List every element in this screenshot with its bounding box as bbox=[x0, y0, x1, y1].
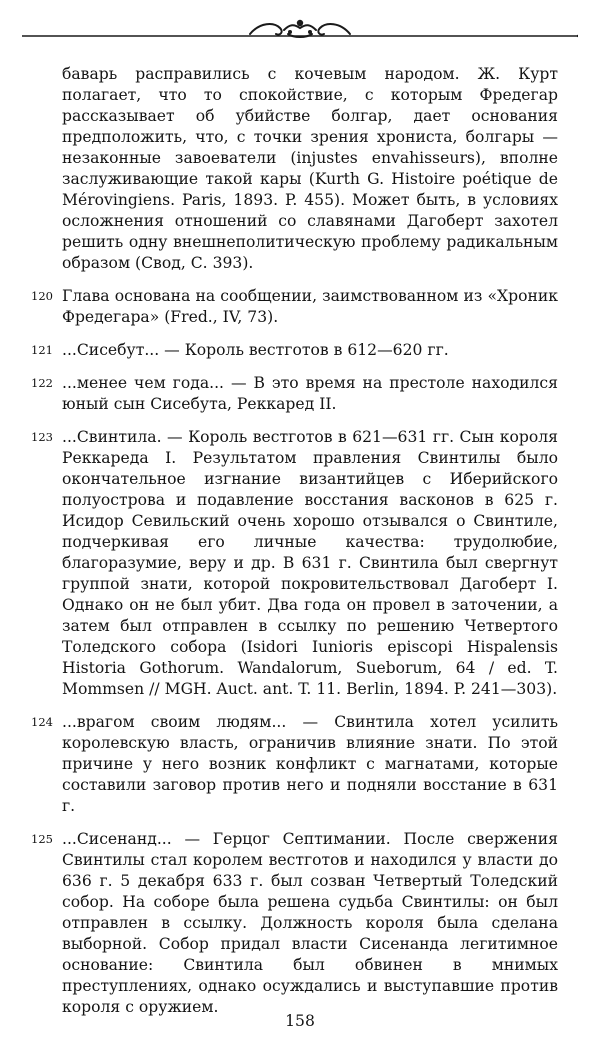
page-number: 158 bbox=[285, 1012, 315, 1030]
footnote-number: 120 bbox=[31, 289, 53, 303]
footnotes-body bbox=[31, 64, 558, 1030]
footnote-120 bbox=[31, 286, 558, 328]
footnote-number: 122 bbox=[31, 376, 53, 390]
continued-note-text: баварь расправились с кочевым народом. Ж. Курт полагает, что то спокойствие, с которым Фредегар рассказывает об убийстве болгар, дает основания предположить, что, с точки зрения хрониста, болгары — незаконные завоеватели (injustes envahisseurs), вполне заслуживающие такой кары (Kurth G. Histoire poétique de Mérovingiens. Paris, 1893. P. 455). Может быть, в условиях осложнения отношений со славянами Дагоберт захотел решить одну внешнеполитическую проблему радикальным образом (Свод, С. 393). bbox=[62, 65, 558, 272]
footnote-124 bbox=[31, 712, 558, 817]
footnote-text: Глава основана на сообщении, заимствованном из «Хроник Фредегара» (Fred., IV, 73). bbox=[62, 287, 558, 326]
footnote-text: ...врагом своим людям... — Свинтила хотел усилить королевскую власть, ограничив влияние знати. По этой причине у него возник конфликт с магнатами, которые составили заговор против него и подняли восстание в 631 г. bbox=[62, 713, 558, 815]
footnote-125 bbox=[31, 829, 558, 1018]
footnote-number: 123 bbox=[31, 430, 53, 444]
footnote-text: ...Свинтила. — Король вестготов в 621—631 гг. Сын короля Реккареда I. Результатом правления Свинтилы было окончательное изгнание византийцев с Иберийского полуострова и подавление восстания васконов в 625 г. Исидор Севильский очень хорошо отзывался о Свинтиле, подчеркивая его личные качества: трудолюбие, благоразумие, веру и др. В 631 г. Свинтила был свергнут группой знати, которой покровительствовал Дагоберт I. Однако он не был убит. Два года он провел в заточении, а затем был отправлен в ссылку по решению Четвертого Толедского собора (Isidori Iunioris episcopi Hispalensis Historia Gothorum. Wandalorum, Sueborum, 64 / ed. T. Mommsen // MGH. Auct. ant. T. 11. Berlin, 1894. P. 241—303). bbox=[62, 428, 558, 698]
footnote-number: 124 bbox=[31, 715, 53, 729]
footnote-number: 125 bbox=[31, 832, 53, 846]
footnote-123 bbox=[31, 427, 558, 700]
header-ornament-rule bbox=[22, 14, 578, 44]
footnote-text: ...менее чем года... — В это время на престоле находился юный сын Сисебута, Реккаред II. bbox=[62, 374, 558, 413]
footnote-text: ...Сисенанд... — Герцог Септимании. После свержения Свинтилы стал королем вестготов и находился у власти до 636 г. 5 декабря 633 г. был созван Четвертый Толедский собор. На соборе была решена судьба Свинтилы: он был отправлен в ссылку. Должность короля была сделана выборной. Собор придал власти Сисенанда легитимное основание: Свинтила был обвинен в мнимых преступлениях, однако осуждались и выступавшие против короля с оружием. bbox=[62, 830, 558, 1016]
footnote-number: 121 bbox=[31, 343, 53, 357]
continued-note bbox=[62, 64, 558, 274]
footnote-121 bbox=[31, 340, 558, 361]
footnote-text: ...Сисебут... — Король вестготов в 612—620 гг. bbox=[62, 341, 449, 359]
footnote-122 bbox=[31, 373, 558, 415]
